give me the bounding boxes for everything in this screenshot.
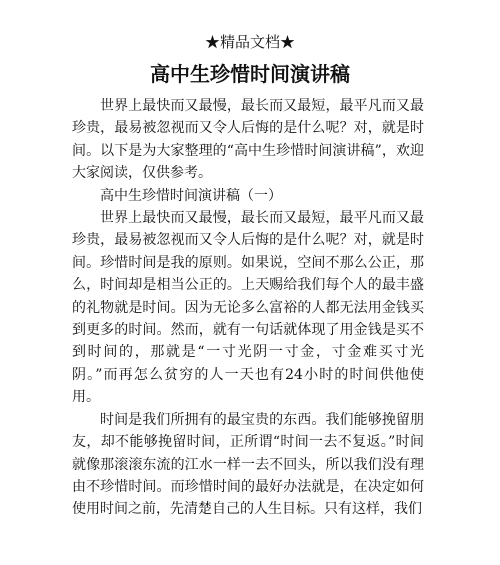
document-title: 高中生珍惜时间演讲稿 <box>150 62 350 86</box>
body-paragraph: 世界上最快而又最慢，最长而又最短，最平凡而又最珍贵，最易被忽视而又令人后悔的是什么呢？对，就是时间。珍惜时间是我的原则。如果说，空间不那么公正，那么，时间却是相当公正的。上天赐给我们每个人的最丰盛的礼物就是时间。因为无论多么富裕的人都无法用金钱买到更多的时间。然而，就有一句话就体现了用金钱是买不到时间的，那就是“一寸光阴一寸金，寸金难买寸光阴。”而再怎么贫穷的人一天也有24小时的时间供他使用。 <box>72 210 424 406</box>
body-paragraph: 时间是我们所拥有的最宝贵的东西。我们能够挽留朋友，却不能够挽留时间，正所谓“时间一去不复返。”时间就像那滚滚东流的江水一样一去不回头，所以我们没有理由不珍惜时间。而珍惜时间的最好办法就是，在决定如何使用时间之前，先清楚自己的人生目标。只有这样，我们 <box>72 411 424 518</box>
intro-paragraph: 世界上最快而又最慢，最长而又最短，最平凡而又最珍贵，最易被忽视而又令人后悔的是什么呢？对，就是时间。以下是为大家整理的“高中生珍惜时间演讲稿”，欢迎大家阅读，仅供参考。 <box>72 98 424 182</box>
document-body <box>72 95 424 521</box>
section-heading: 高中生珍惜时间演讲稿（一） <box>100 187 282 204</box>
header-mark: ★精品文档★ <box>204 33 295 51</box>
